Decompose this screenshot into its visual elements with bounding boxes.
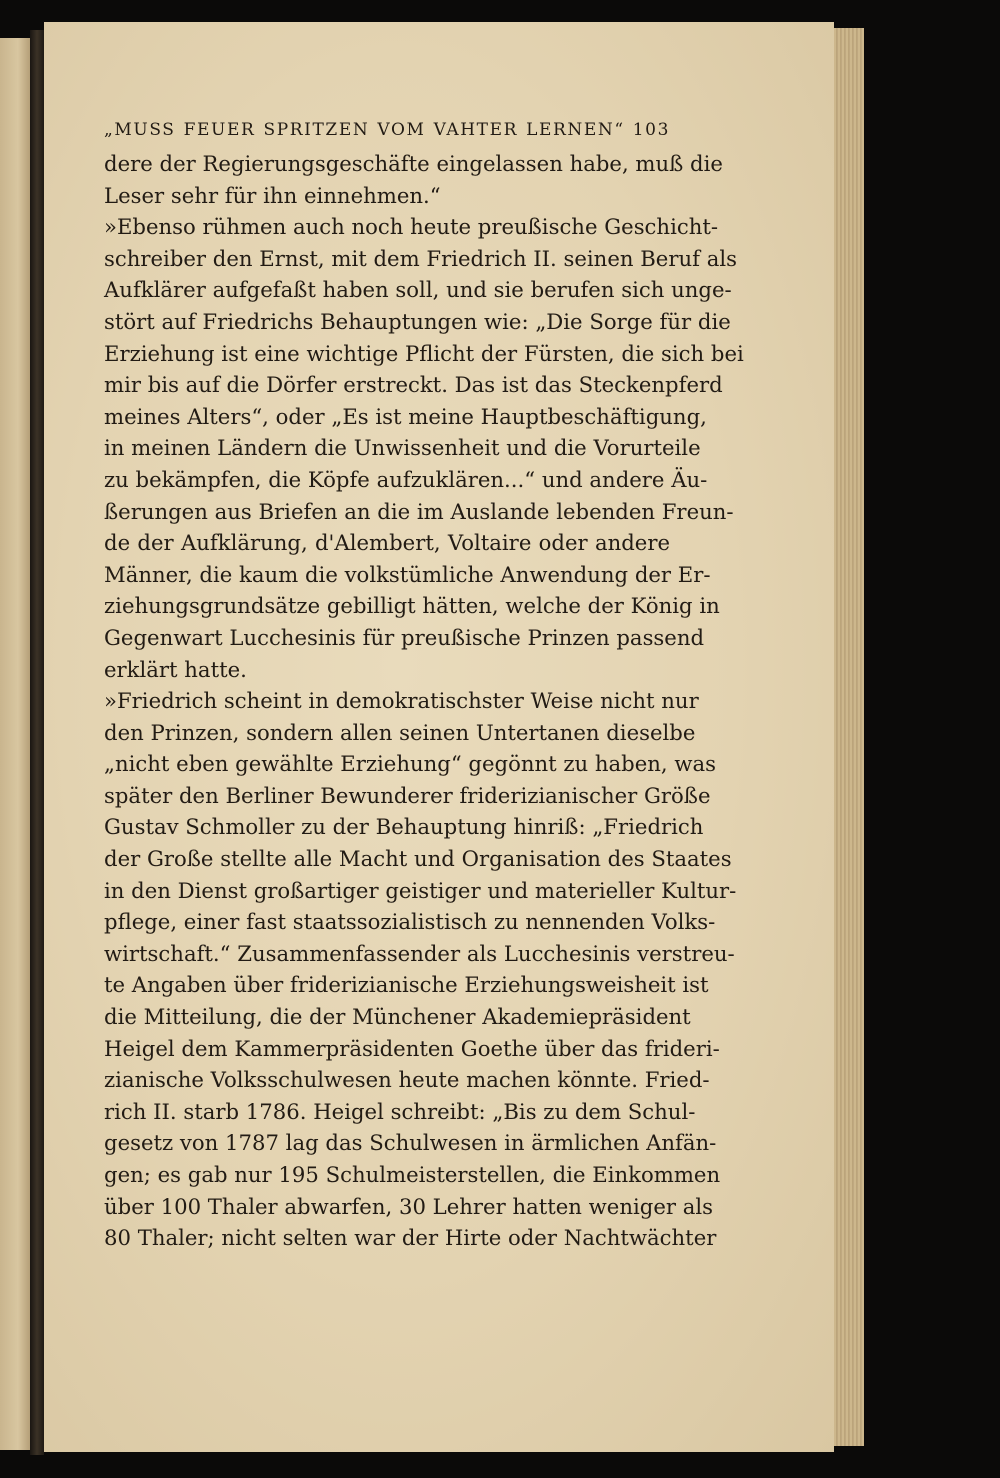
text-line: pflege, einer fast staatssozialistisch zu nennenden Volks-: [104, 909, 716, 935]
text-line: meines Alters“, oder „Es ist meine Hauptbeschäftigung,: [104, 403, 707, 429]
text-line: Erziehung ist eine wichtige Pflicht der Fürsten, die sich bei: [104, 340, 744, 366]
text-line: den Prinzen, sondern allen seinen Untertanen dieselbe: [104, 719, 696, 745]
text-line: „nicht eben gewählte Erziehung“ gegönnt zu haben, was: [104, 751, 717, 777]
text-line: de der Aufklärung, d'Alembert, Voltaire oder andere: [104, 530, 670, 556]
text-line: in meinen Ländern die Unwissenheit und die Vorurteile: [104, 435, 701, 461]
previous-page-edge: [0, 38, 30, 1450]
body-text: [104, 148, 744, 1254]
text-line: über 100 Thaler abwarfen, 30 Lehrer hatten weniger als: [104, 1193, 714, 1219]
running-head: „MUSS FEUER SPRITZEN VOM VAHTER LERNEN“ 103: [104, 120, 670, 140]
text-line: erklärt hatte.: [104, 656, 247, 682]
text-line: die Mitteilung, die der Münchener Akademiepräsident: [104, 1004, 691, 1030]
text-line: 80 Thaler; nicht selten war der Hirte oder Nachtwächter: [104, 1225, 717, 1251]
text-line: te Angaben über friderizianische Erziehungsweisheit ist: [104, 972, 709, 998]
text-line: mir bis auf die Dörfer erstreckt. Das ist das Steckenpferd: [104, 372, 723, 398]
text-line: Männer, die kaum die volkstümliche Anwendung der Er-: [104, 561, 711, 587]
text-line: zianische Volksschulwesen heute machen könnte. Fried-: [104, 1067, 710, 1093]
text-line: Gegenwart Lucchesinis für preußische Prinzen passend: [104, 624, 705, 650]
text-line: ziehungsgrundsätze gebilligt hätten, welche der König in: [104, 593, 720, 619]
text-line: »Ebenso rühmen auch noch heute preußische Geschicht-: [104, 214, 719, 240]
text-line: zu bekämpfen, die Köpfe aufzuklären...“ und andere Äu-: [104, 466, 708, 492]
text-line: der Große stellte alle Macht und Organisation des Staates: [104, 846, 732, 872]
text-line: wirtschaft.“ Zusammenfassender als Lucchesinis verstreu-: [104, 940, 735, 966]
text-line: später den Berliner Bewunderer friderizianischer Größe: [104, 782, 711, 808]
text-line: stört auf Friedrichs Behauptungen wie: „Die Sorge für die: [104, 308, 731, 334]
text-line: Gustav Schmoller zu der Behauptung hinriß: „Friedrich: [104, 814, 704, 840]
text-line: dere der Regierungsgeschäfte eingelassen habe, muß die: [104, 151, 723, 176]
text-line: »Friedrich scheint in demokratischster Weise nicht nur: [104, 688, 699, 714]
text-line: gesetz von 1787 lag das Schulwesen in ärmlichen Anfän-: [104, 1130, 717, 1156]
text-line: schreiber den Ernst, mit dem Friedrich II. seinen Beruf als: [104, 245, 737, 271]
text-line: in den Dienst großartiger geistiger und materieller Kultur-: [104, 877, 737, 903]
text-line: Heigel dem Kammerpräsidenten Goethe über das frideri-: [104, 1035, 720, 1061]
book-gutter: [30, 30, 44, 1455]
page-text-block: [104, 112, 744, 1254]
text-line: ßerungen aus Briefen an die im Auslande lebenden Freun-: [104, 498, 734, 524]
text-line: gen; es gab nur 195 Schulmeisterstellen, die Einkommen: [104, 1162, 721, 1187]
text-line: Leser sehr für ihn einnehmen.“: [104, 182, 441, 208]
text-line: rich II. starb 1786. Heigel schreibt: „Bis zu dem Schul-: [104, 1098, 696, 1124]
text-line: Aufklärer aufgefaßt haben soll, und sie berufen sich unge-: [104, 277, 732, 303]
page-stack-edge: [834, 28, 864, 1446]
